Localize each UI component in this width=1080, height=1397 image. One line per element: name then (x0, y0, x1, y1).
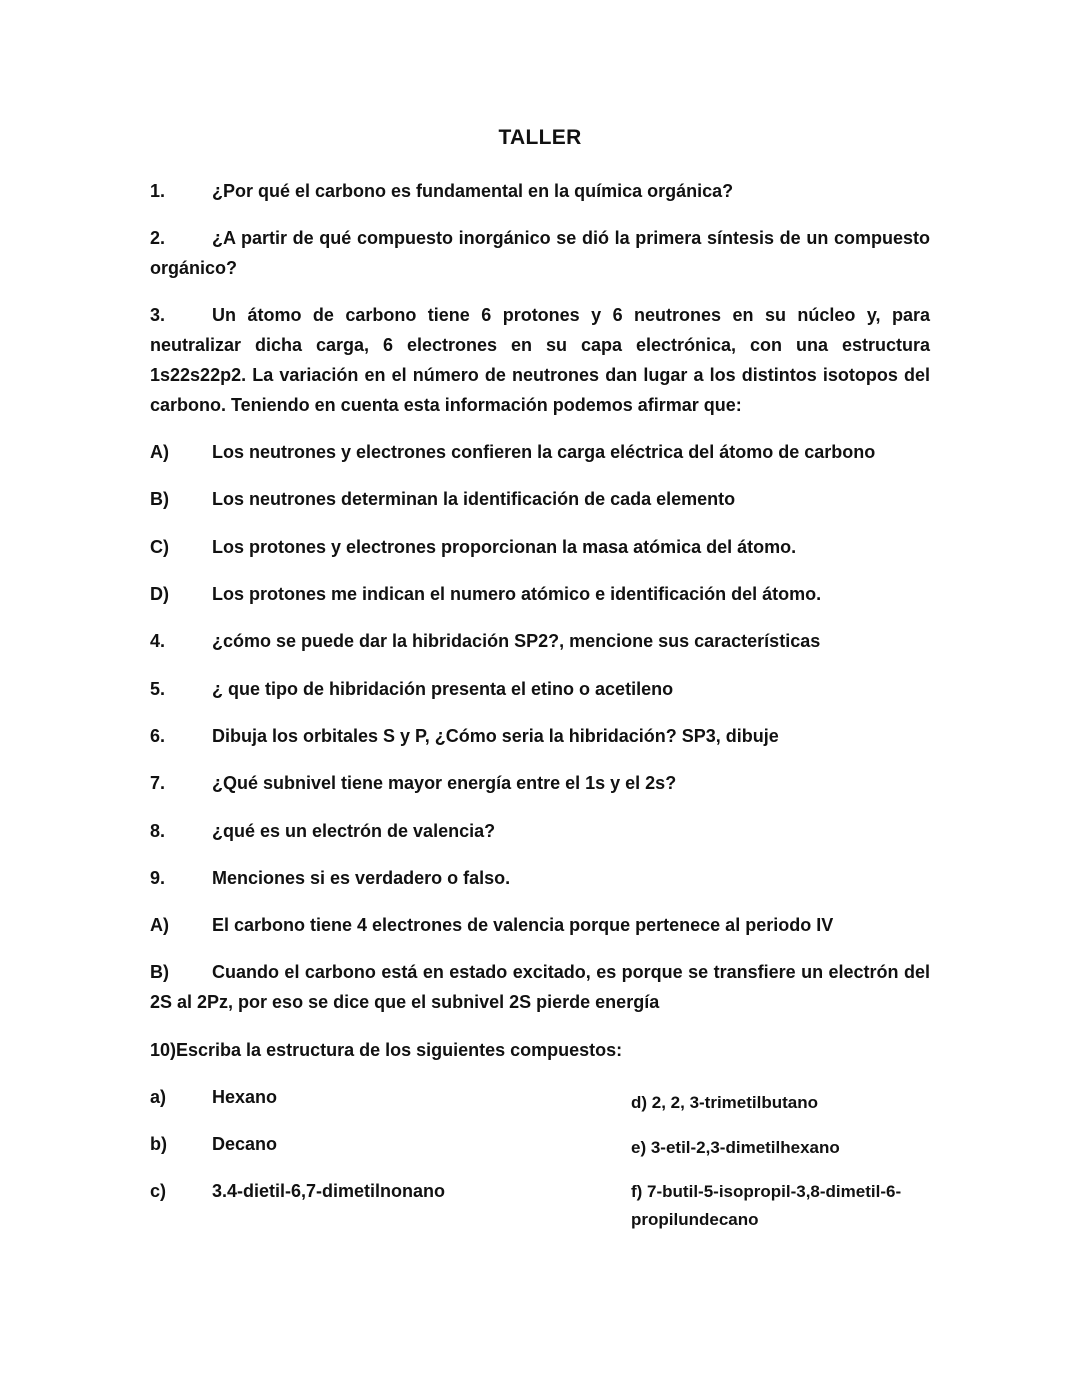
compound-f: f) 7-butil-5-isopropil-3,8-dimetil-6-propilundecano (631, 1182, 902, 1229)
option-text: Los protones me indican el numero atómico e identificación del átomo. (212, 584, 822, 604)
question-3 (150, 300, 930, 420)
compound-name: Hexano (212, 1087, 278, 1107)
option-text: El carbono tiene 4 electrones de valencia porque pertenece al periodo IV (212, 915, 834, 935)
question-text: ¿A partir de qué compuesto inorgánico se dió la primera síntesis de un compuesto orgánico? (150, 228, 930, 278)
option-label: B) (150, 962, 169, 982)
question-7 (150, 768, 930, 798)
question-5 (150, 674, 930, 704)
q3-option-d (150, 579, 930, 609)
option-text: Los neutrones y electrones confieren la carga eléctrica del átomo de carbono (212, 442, 876, 462)
question-1 (150, 176, 930, 206)
option-label: D) (150, 584, 169, 604)
question-2 (150, 223, 930, 283)
compound-label: c) (150, 1181, 167, 1201)
question-text: ¿Qué subnivel tiene mayor energía entre el 1s y el 2s? (212, 773, 677, 793)
question-number: 9. (150, 868, 166, 888)
question-number: 7. (150, 773, 166, 793)
q3-option-a (150, 437, 930, 467)
option-text: Cuando el carbono está en estado excitado, es porque se transfiere un electrón del 2S al 2Pz, por eso se dice que el subnivel 2S pierde energía (150, 962, 930, 1012)
option-text: Los protones y electrones proporcionan la masa atómica del átomo. (212, 537, 797, 557)
option-label: A) (150, 442, 169, 462)
option-label: A) (150, 915, 169, 935)
question-number: 3. (150, 305, 166, 325)
question-number: 6. (150, 726, 166, 746)
option-label: B) (150, 489, 169, 509)
q3-option-b (150, 484, 930, 514)
question-text: Dibuja los orbitales S y P, ¿Cómo seria la hibridación? SP3, dibuje (212, 726, 779, 746)
question-text: ¿Por qué el carbono es fundamental en la química orgánica? (212, 181, 734, 201)
question-6 (150, 721, 930, 751)
question-number: 2. (150, 228, 166, 248)
q3-option-c (150, 532, 930, 562)
question-number: 8. (150, 821, 166, 841)
option-text: Los neutrones determinan la identificación de cada elemento (212, 489, 736, 509)
question-10 (150, 1035, 930, 1065)
compound-e: e) 3-etil-2,3-dimetilhexano (631, 1138, 840, 1157)
question-8 (150, 816, 930, 846)
question-text: ¿ que tipo de hibridación presenta el etino o acetileno (212, 679, 674, 699)
q9-option-b (150, 957, 930, 1017)
question-4 (150, 626, 930, 656)
compound-d: d) 2, 2, 3-trimetilbutano (631, 1093, 819, 1112)
question-number: 5. (150, 679, 166, 699)
option-label: C) (150, 537, 169, 557)
question-text: Menciones si es verdadero o falso. (212, 868, 511, 888)
question-9 (150, 863, 930, 893)
question-text: Un átomo de carbono tiene 6 protones y 6 neutrones en su núcleo y, para neutralizar dicha carga, 6 electrones en su capa electrónica, con una estructura 1s22s22p2. La variación en el número de neutrones dan lugar a los distintos isotopos del carbono. Teniendo en cuenta esta información podemos afirmar que: (150, 305, 930, 415)
question-text: ¿qué es un electrón de valencia? (212, 821, 496, 841)
question-text: 10)Escriba la estructura de los siguientes compuestos: (150, 1040, 623, 1060)
compound-name: 3.4-dietil-6,7-dimetilnonano (212, 1181, 446, 1201)
compound-label: b) (150, 1134, 167, 1154)
compound-name: Decano (212, 1134, 278, 1154)
question-number: 1. (150, 181, 166, 201)
compound-label: a) (150, 1087, 167, 1107)
page-title: TALLER (498, 126, 582, 149)
question-number: 4. (150, 631, 166, 651)
question-text: ¿cómo se puede dar la hibridación SP2?, mencione sus características (212, 631, 821, 651)
q9-option-a (150, 910, 930, 940)
